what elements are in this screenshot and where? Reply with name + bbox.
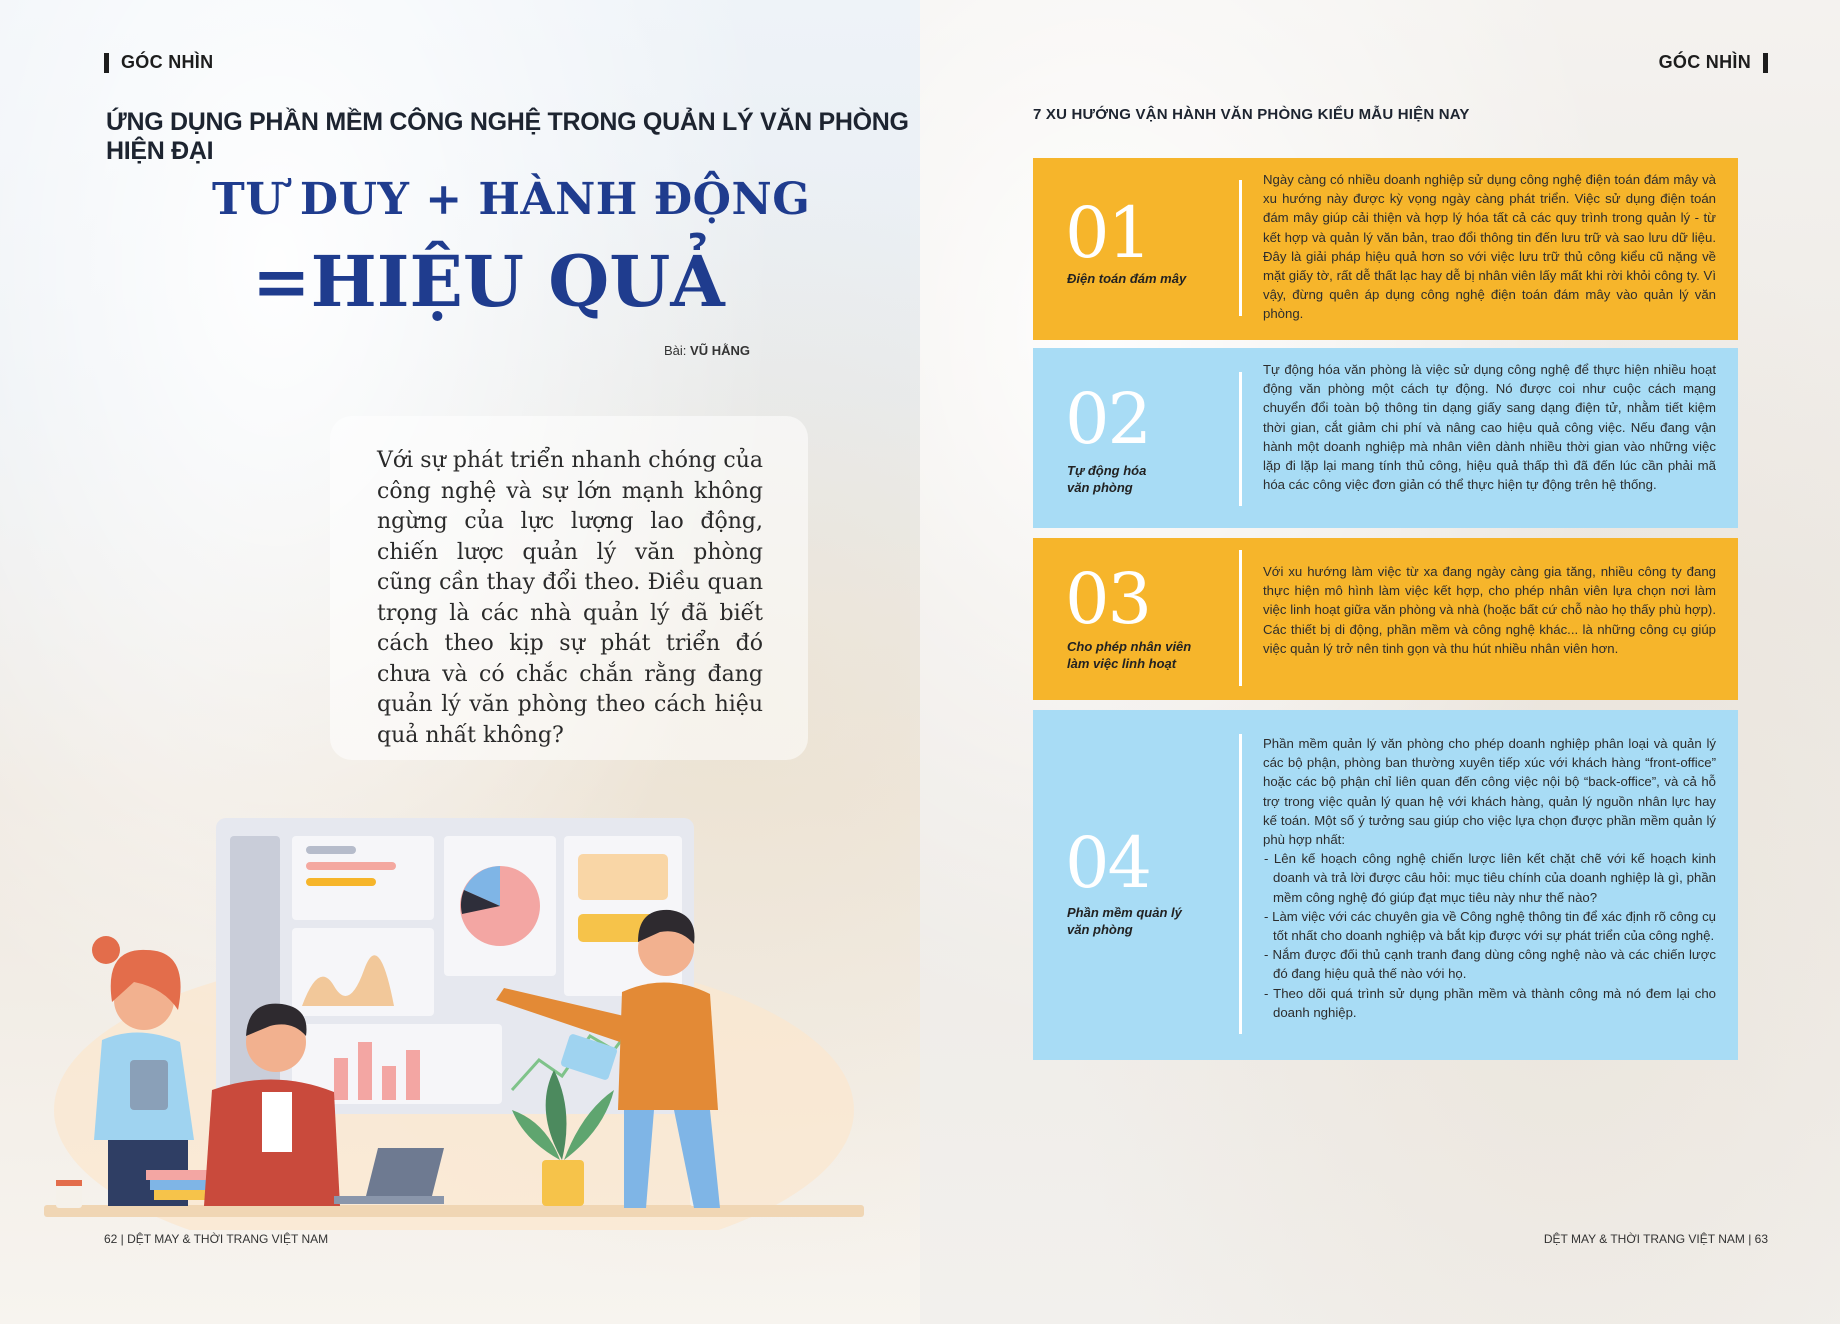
footer-right: DỆT MAY & THỜI TRANG VIỆT NAM | 63 [1543,1232,1768,1246]
trend-bullet: - Nắm được đối thủ cạnh tranh đang dùng công nghệ nào và các chiến lược đó đang hiệu quả thế nào với họ. [1263,945,1716,983]
footer-left: 62 | DỆT MAY & THỜI TRANG VIỆT NAM [104,1232,329,1246]
panel-divider [1239,734,1242,1034]
panel-divider [1239,372,1242,506]
headline-line-2: =HIỆU QUẢ [252,240,725,323]
byline [664,343,750,358]
trend-name: Phần mềm quản lý văn phòng [1067,905,1182,937]
trend-body: Với xu hướng làm việc từ xa đang ngày càng gia tăng, nhiều công ty đang thực hiện mô hình làm việc kết hợp, cho phép nhân viên lựa chọn nơi làm việc linh hoạt giữa văn phòng và nhà (hoặc bất cứ chỗ nào họ thấy phù hợp). Các thiết bị di động, phần mềm và công nghệ khác... là những công cụ giúp việc quản lý trở nên tinh gọn và thu hút nhiều nhân viên hơn. [1263,564,1716,656]
trend-intro: Phần mềm quản lý văn phòng cho phép doanh nghiệp phân loại và quản lý các bộ phận, phòng ban thường xuyên tiếp xúc với khách hàng “front-office” hoặc các bộ phận chỉ liên quan đến công việc nội bộ “back-office”, và cả hỗ trợ trong việc quản lý quan hệ với khách hàng, quản lý nguồn nhân lực hay kế toán. Một số ý tưởng sau giúp cho việc lựa chọn được phần mềm quản lý phù hợp nhất: [1263,736,1716,848]
trend-body [1263,734,1716,1022]
trend-number: 01 [1065,192,1151,274]
trend-bullet: - Làm việc với các chuyên gia về Công nghệ thông tin để xác định rõ công cụ tốt nhất cho doanh nghiệp và bắt kịp được với sự phát triển của công nghệ. [1263,907,1716,945]
trend-panel-03 [1033,538,1738,700]
trend-panel-02 [1033,348,1738,528]
section-label [104,52,213,73]
section-label-text: GÓC NHÌN [1658,52,1751,72]
trend-bullet: - Lên kế hoạch công nghệ chiến lược liên kết chặt chẽ với kế hoạch kinh doanh và trả lời được câu hỏi: mục tiêu chính của doanh nghiệp là gì, phần mềm công nghệ đó giúp đạt mục tiêu này như thế nào? [1263,849,1716,907]
article-kicker: ỨNG DỤNG PHẦN MỀM CÔNG NGHỆ TRONG QUẢN LÝ VĂN PHÒNG HIỆN ĐẠI [106,108,909,165]
intro-paragraph: Với sự phát triển nhanh chóng của công nghệ và sự lớn mạnh không ngừng của lực lượng lao động, chiến lược quản lý văn phòng cũng cần thay đổi theo. Điều quan trọng là các nhà quản lý đã biết cách theo kịp sự phát triển đó chưa và có chắc chắn rằng đang quản lý văn phòng theo cách hiệu quả nhất không? [377,448,763,748]
byline-prefix: Bài: [664,343,687,358]
section-label-text: GÓC NHÌN [121,52,214,72]
panel-divider [1239,550,1242,686]
trend-number: 02 [1065,378,1151,460]
trend-body: Ngày càng có nhiều doanh nghiệp sử dụng công nghệ điện toán đám mây và xu hướng này được kỳ vọng ngày càng phát triển. Việc sử dụng điện toán đám mây giúp cải thiện và hợp lý hóa tất cả các quy trình trong quản lý - từ kết hợp và quản lý văn bản, trao đổi thông tin đến lưu trữ và sao lưu dữ liệu. Đây là giải pháp hiệu quả hơn so với việc lưu trữ thủ công kiểu cũ nặng về mặt giấy tờ, rất dễ thất lạc hay dễ bị nhân viên lấy mất khi rời khỏi công ty. Vì vậy, đừng quên áp dụng công nghệ điện toán đám mây vào quản lý văn phòng. [1263,172,1716,322]
trend-name: Điện toán đám mây [1067,271,1187,286]
trend-name: Cho phép nhân viên làm việc linh hoạt [1067,639,1192,671]
trend-number: 04 [1065,822,1151,904]
trend-panel-04 [1033,710,1738,1060]
trend-number: 03 [1065,558,1151,640]
office-team-illustration [34,810,874,1230]
section-bar [104,53,109,73]
right-page [920,0,1840,1324]
trend-body: Tự động hóa văn phòng là việc sử dụng công nghệ để thực hiện nhiều hoạt động văn phòng một cách tự động. Nó được coi như cuộc cách mạng chuyển đổi toàn bộ thông tin dạng giấy sang dạng điện tử, nhằm tiết kiệm thời gian, cắt giảm chi phí và nâng cao hiệu quả công việc. Nếu đang vận hành một doanh nghiệp mà nhân viên dành nhiều thời gian vào những việc lặp đi lặp lại mang tính thủ công, hiệu quả thấp thì đã đến lúc cần phải mã hóa các công việc đơn giản có thể thực hiện tự động trên hệ thống. [1263,362,1716,493]
section-label [1659,52,1768,73]
headline-line-1: TƯ DUY + HÀNH ĐỘNG [212,174,811,225]
trend-name: Tự động hóa văn phòng [1067,463,1147,495]
list-heading: 7 XU HƯỚNG VẬN HÀNH VĂN PHÒNG KIỂU MẪU HIỆN NAY [1033,106,1470,123]
panel-divider [1239,180,1242,316]
trend-panel-01 [1033,158,1738,340]
byline-author: VŨ HẰNG [690,343,750,358]
trend-bullet: - Theo dõi quá trình sử dụng phần mềm và thành công mà nó đem lại cho doanh nghiệp. [1263,984,1716,1022]
section-bar [1763,53,1768,73]
